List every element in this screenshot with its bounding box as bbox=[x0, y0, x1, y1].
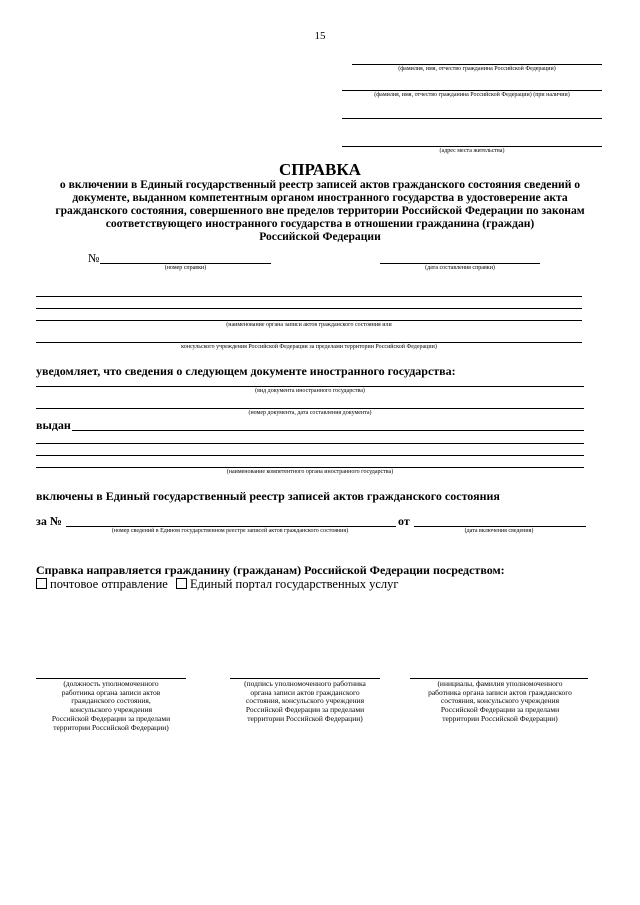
page-number: 15 bbox=[314, 30, 326, 42]
delivery-options bbox=[36, 577, 399, 592]
delivery-text: Справка направляется гражданину (гражданам) Российской Федерации посредством: bbox=[36, 563, 505, 577]
authority-line-2 bbox=[36, 308, 582, 309]
date-line bbox=[380, 263, 540, 264]
issued-line-4 bbox=[36, 467, 584, 468]
inclusion-date-line bbox=[414, 526, 586, 527]
subtitle-line-3: гражданского состояния, совершенного вне пределов территории Российской Федерации по законам bbox=[55, 204, 585, 217]
subtitle-line-5: Российской Федерации bbox=[259, 230, 381, 243]
included-text: включены в Единый государственный реестр записей актов гражданского состояния bbox=[36, 489, 500, 503]
number-sign: № bbox=[88, 251, 100, 265]
inclusion-date-caption: (дата включения сведения) bbox=[464, 528, 534, 534]
name-caption: (инициалы, фамилия уполномоченного работника органа записи актов гражданского состояния, консульского учреждения Российской Федерации за пределами территории Российской Федерации) bbox=[428, 679, 572, 723]
issued-line-1 bbox=[72, 430, 584, 431]
issued-line-2 bbox=[36, 443, 584, 444]
recipient-name-line bbox=[352, 64, 602, 65]
authority-caption-2: консульского учреждения Российской Федерации за пределами территории Российской Федерации) bbox=[181, 344, 437, 350]
document-title: СПРАВКА bbox=[279, 160, 361, 179]
issued-line-3 bbox=[36, 455, 584, 456]
ot-label: от bbox=[398, 514, 410, 528]
subtitle-line-1: о включении в Единый государственный реестр записей актов гражданского состояния сведений о bbox=[59, 178, 581, 191]
doc-number-line bbox=[36, 408, 584, 409]
record-number-caption: (номер сведений в Едином государственном реестре записей актов гражданского состояния) bbox=[111, 528, 349, 534]
issued-caption: (наименование компетентного органа иностранного государства) bbox=[226, 469, 394, 475]
authority-caption-1: (наименование органа записи актов гражданского состояния или bbox=[226, 322, 392, 328]
recipient-others-line bbox=[342, 90, 602, 91]
date-caption: (дата составления справки) bbox=[425, 265, 495, 271]
authority-line-3 bbox=[36, 320, 582, 321]
signature-caption: (подпись уполномоченного работника органа записи актов гражданского состояния, консульского учреждения Российской Федерации за пределами территории Российской Федерации) bbox=[244, 679, 366, 723]
subtitle-line-2: документе, выданном компетентным органом иностранного государства в удостоверение акта bbox=[72, 191, 568, 204]
number-caption: (номер справки) bbox=[164, 265, 207, 271]
postal-option-label: почтовое отправление bbox=[50, 577, 168, 591]
recipient-address-caption: (адрес места жительства) bbox=[439, 148, 505, 154]
record-number-line bbox=[66, 526, 396, 527]
recipient-address-line bbox=[342, 146, 602, 147]
recipient-extra-line bbox=[342, 118, 602, 119]
notice-text: уведомляет, что сведения о следующем документе иностранного государства: bbox=[36, 364, 456, 378]
doc-type-line bbox=[36, 386, 584, 387]
authority-line-1 bbox=[36, 296, 582, 297]
number-line bbox=[100, 263, 271, 264]
authority-line-4 bbox=[36, 342, 582, 343]
doc-number-caption: (номер документа, дата составления документа) bbox=[248, 410, 372, 416]
portal-checkbox[interactable] bbox=[176, 578, 187, 589]
za-label: за № bbox=[36, 514, 62, 528]
doc-type-caption: (вид документа иностранного государства) bbox=[255, 388, 365, 394]
subtitle-line-4: соответствующего иностранного государства в отношении гражданина (граждан) bbox=[105, 217, 535, 230]
postal-checkbox[interactable] bbox=[36, 578, 47, 589]
portal-option-label: Единый портал государственных услуг bbox=[189, 577, 399, 591]
issued-label: выдан bbox=[36, 418, 71, 432]
position-caption: (должность уполномоченного работника органа записи актов гражданского состояния, консульского учреждения Российской Федерации за пределами территории Российской Федерации) bbox=[51, 679, 171, 732]
recipient-name-caption: (фамилия, имя, отчество гражданина Российской Федерации) bbox=[398, 66, 556, 72]
recipient-others-caption: (фамилия, имя, отчество гражданина Российской Федерации) (при наличии) bbox=[374, 92, 570, 98]
